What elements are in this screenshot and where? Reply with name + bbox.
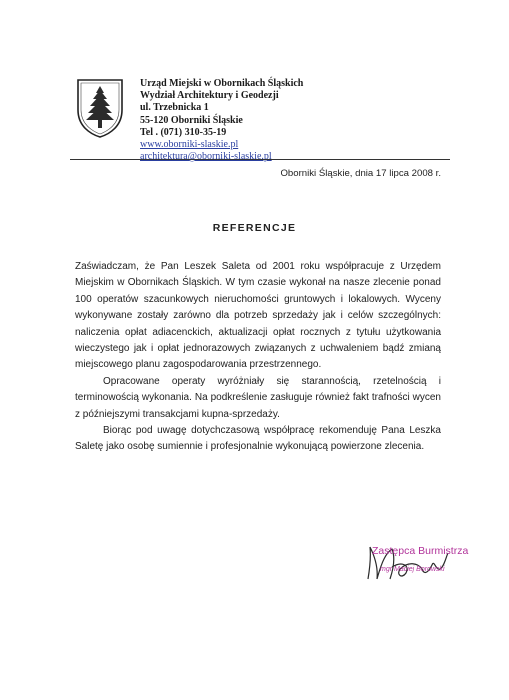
date-line: Oborniki Śląskie, dnia 17 lipca 2008 r. [280, 168, 441, 179]
office-header [140, 78, 303, 163]
header-divider [70, 159, 450, 160]
stamp-title: Zastępca Burmistrza [372, 545, 469, 557]
office-name: Urząd Miejski w Obornikach Śląskich [140, 78, 304, 89]
stamp-name: mgr Maciej Borowski [380, 566, 445, 573]
website-link[interactable]: www.oborniki-slaskie.pl [140, 139, 239, 151]
phone-number: Tel . (071) 310-35-19 [140, 126, 227, 138]
department-name: Wydział Architektury i Geodezji [140, 90, 279, 102]
street-address: ul. Trzebnicka 1 [140, 102, 209, 114]
paragraph-2: Opracowane operaty wyróżniały się starannością, rzetelnością i terminowością wykonania. Na podkreślenie zasługuje również fakt trafności wycen z późniejszymi transakcjami kupna-sprzedaży. [75, 375, 441, 420]
letter-body [75, 259, 441, 456]
paragraph-3: Biorąc pod uwagę dotychczasową współpracę rekomenduję Pana Leszka Saletę jako osobę sumiennie i profesjonalnie wykonującą powierzone zlecenia. [75, 425, 441, 453]
official-stamp [362, 539, 474, 585]
email-link[interactable]: architektura@oborniki-slaskie.pl [140, 151, 272, 163]
postal-address: 55-120 Oborniki Śląskie [140, 114, 243, 126]
document-title: REFERENCJE [212, 222, 297, 234]
paragraph-1: Zaświadczam, że Pan Leszek Saleta od 2001 roku współpracuje z Urzędem Miejskim w Obornikach Śląskich. W tym czasie wykonał na nasze zlecenie ponad 100 operatów szacunkowych nieruchomości gruntowych i lokalowych. Wyceny wykonywane zostały zarówno dla potrzeb sprzedaży jak i celów szczególnych: naliczenia opłat adiacenckich, aktualizacji opłat rocznych z tytułu użytkowania wieczystego jak i opłat jednorazowych związanych z uchwaleniem bądź zmianą miejscowego planu zagospodarowania przestrzennego. [75, 261, 441, 371]
coat-of-arms-icon [76, 78, 124, 138]
